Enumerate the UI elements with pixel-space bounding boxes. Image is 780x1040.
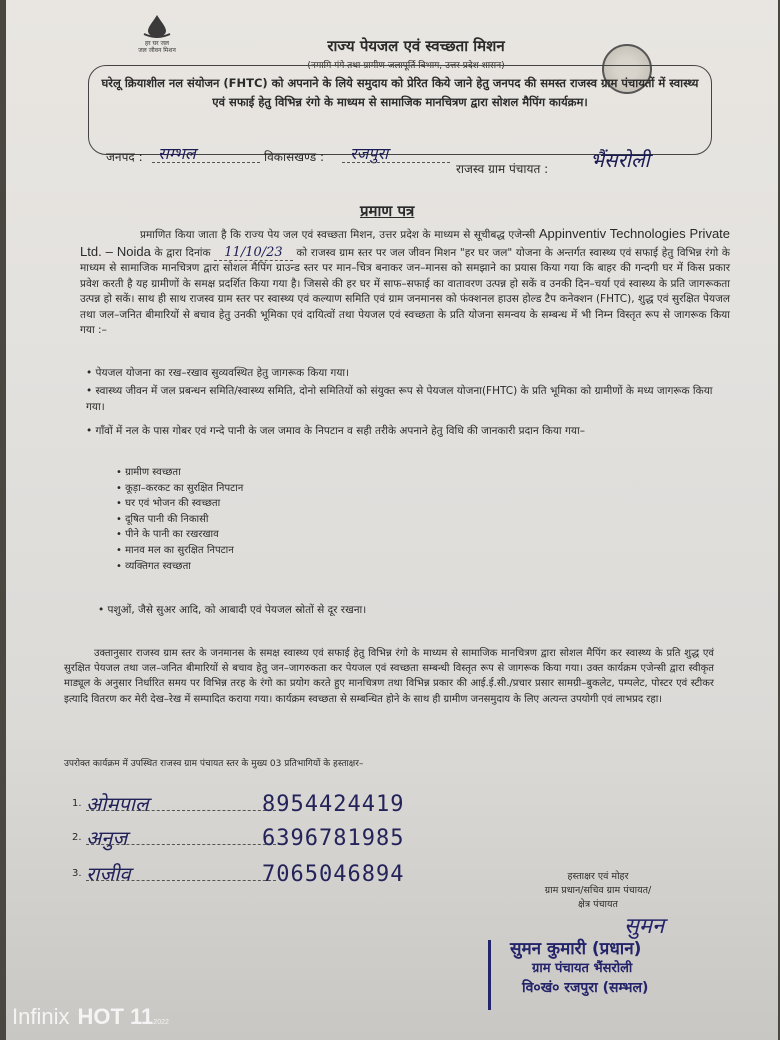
panchayat-label: राजस्व ग्राम पंचायत : [456, 162, 549, 176]
certificate-para-1 [80, 226, 730, 339]
stamp-border [488, 940, 503, 1010]
para1-prefix: प्रमाणित किया जाता है कि राज्य पेय जल एवं स्वच्छता मिशन, उत्तर प्रदेश के माध्यम से सूचीबद्ध एजेन्सी [140, 229, 536, 241]
participant-phone: 6396781985 [262, 826, 405, 851]
certificate-title: प्रमाण पत्र [360, 202, 415, 220]
stamp-line-1: सुमन कुमारी (प्रधान) [510, 939, 642, 959]
watermark-year: 2022 [153, 1019, 169, 1026]
scheme-description-text: घरेलू क्रियाशील नल संयोजन (FHTC) को अपनाने के लिये समुदाय को प्रेरित किये जाने हेतु जनपद की समस्त राजस्व ग्राम पंचायतों में स्वास्थ्य एवं सफाई हेतु विभिन्न रंगो के माध्यम से सामाजिक मानचित्रण द्वारा सोशल मैपिंग कार्यक्रम। [101, 76, 699, 109]
list-item: • घर एवं भोजन की स्वच्छता [116, 496, 243, 512]
stamp-line-3: वि०खं० रजपुरा (सम्भल) [522, 980, 649, 996]
panchayat-value: भैंसरोली [590, 148, 650, 172]
list-item: • कूड़ा–करकट का सुरक्षित निपटान [116, 481, 243, 497]
block-value: रजपुरा [350, 144, 389, 163]
certificate-para-2: उक्तानुसार राजस्व ग्राम स्तर के जनमानस के समक्ष स्वास्थ्य एवं सफाई हेतु विभिन्न रंगो के माध्यम से सामाजिक मानचित्रण द्वारा सोशल मैपिंग कर स्वास्थ्य के प्रति शुद्ध एवं सुरक्षित पेयजल तथा जल–जनित बीमारियों से बचाव हेतु जन–जागरुकता कर पेयजल एवं स्वच्छता सम्बन्धी विस्तृत रूप से जागरूक किया गया। उक्त कार्यक्रम एजेन्सी द्वारा स्वीकृत माड्यूल के अनुसार निर्धारित समय पर विभिन्न तरह के रंगो का प्रयोग करते हुए मानचित्रण तथा विभिन्न प्रकार की आई.ई.सी./प्रचार प्रसार सामग्री–बुकलेट, पम्पलेट, पोस्टर एवं स्टीकर इत्यादि वितरण कर मेरी देख–रेख में सम्पादित कराया गया। कार्यक्रम स्वच्छता से सम्बन्धित होने के साथ ही ग्रामीण जनसमुदाय के लिए अत्यन्त उपयोगी एवं लाभप्रद रहा। [64, 648, 714, 705]
list-item: • पीने के पानी का रखरखाव [116, 527, 243, 543]
district-underline [152, 150, 260, 163]
har-ghar-jal-logo [134, 14, 180, 54]
date-label: के द्वारा दिनांक [154, 246, 211, 259]
water-drop-icon [142, 14, 172, 38]
watermark-brand: Infinix [12, 1004, 70, 1029]
bullet-1: • पेयजल योजना का रख–रखाव सुव्यवस्थित हेतु जागरूक किया गया। [86, 367, 350, 379]
pradhan-signature: सुमन [624, 914, 665, 939]
logo-left-text: हर घर जल [145, 40, 169, 47]
signatory-label: हस्ताक्षर एवं मोहर ग्राम प्रधान/सचिव ग्राम पंचायत/ क्षेत्र पंचायत [544, 871, 652, 910]
district-value: सम्भल [158, 144, 196, 163]
participant-signature: ओमपाल [86, 792, 149, 816]
participant-signature: अनुज [86, 826, 128, 850]
participant-signature: राजीव [86, 862, 131, 886]
block-label: विकासखण्ड : [264, 150, 325, 164]
watermark-model: HOT 11 [77, 1004, 154, 1029]
participants-intro: उपरोक्त कार्यक्रम में उपस्थित राजस्व ग्राम पंचायत स्तर के मुख्य 03 प्रतिभागियों के हस्ताक्षर– [64, 759, 364, 769]
bullet-4: • पशुओं, जैसे सुअर आदि, को आबादी एवं पेयजल स्रोतों से दूर रखना। [98, 604, 367, 616]
participant-phone: 8954424419 [262, 792, 405, 817]
block-underline [342, 150, 450, 163]
program-date: 11/10/23 [214, 245, 292, 261]
logo-left-subtext: जल जीवन मिशन [138, 47, 176, 54]
hygiene-topics-list [116, 465, 243, 574]
list-item: • व्यक्तिगत स्वच्छता [116, 559, 243, 575]
bullet-2: • स्वास्थ्य जीवन में जल प्रबन्धन समिति/स्वास्थ्य समिति, दोनो समितियों को संयुक्त रूप से पेयजल योजना(FHTC) के प्रति भूमिका को ग्रामीणों के मध्य जागरूक किया गया। [86, 385, 713, 413]
bullet-3: • गाँवों में नल के पास गोबर एवं गन्दे पानी के जल जमाव के निपटान व सही तरीके अपनाने हेतु विधि की जानकारी प्रदान किया गया– [86, 425, 585, 437]
header-title: राज्य पेयजल एवं स्वच्छता मिशन [327, 37, 505, 55]
document-page: हर घर जल जल जीवन मिशन राज्य पेयजल एवं स्वच्छता मिशन (नमामि गंगे तथा ग्रामीण जलापूर्ति विभाग, उत्तर प्रदेश शासन) घरेलू क्रियाशील नल संयोजन (FHTC) को अपनाने के लिये समुदाय को प्रेरित किये जाने हेतु जनपद की समस्त राजस्व ग्राम पंचायतों में स्वास्थ्य एवं सफाई हेतु विभिन्न रंगो के माध्यम से सामाजिक मानचित्रण द्वारा सोशल मैपिंग कार्यक्रम। जनपद : सम्भल विकासखण्ड : रजपुरा राजस्व ग्राम पंचायत : भैंसरोली प्रमाण पत्र प्रमाणित किया जाता है कि राज्य पेय जल एवं स्वच्छता मिशन, उत्तर प्रदेश के माध्यम से सूचीबद्ध एजेन्सी Appinventiv Technologies Private Ltd. – Noida के द्वारा दिनांक 11/10/23 को राजस्व ग्राम स्तर पर जल जीवन मिशन "हर घर जल" योजना के अन्तर्गत स्वास्थ्य एवं सफाई हेतु विभिन्न रंगो के माध्यम से सामाजिक मानचित्रण द्वारा सोशल मैपिंग ग्राउन्ड स्तर पर मान–चित्र बनाकर जन–मानस को समझाने का प्रयास किया गया कि बाहर की गन्दगी घर में किस प्रकार प्रवेश करती है यह ग्रामीणों के समक्ष प्रदर्शित किया गया है। जिससे की हर घर में साफ–सफाई का वातावरण उत्पन्न हो सकें व उनकी दिन–चर्या एवं स्वास्थ्य के प्रति जागरूकता उत्पन्न हो सकें। साथ ही साथ राजस्व ग्राम स्तर पर स्वास्थ्य एवं कल्याण समिति एवं ग्राम जनमानस को फंक्शनल हाउस होल्ड टैप कनेक्शन (FHTC), शुद्ध एवं सुरक्षित पेयजल तथा जल–जनित बीमारियों से बचाव हेतु उनकी भूमिका एवं दायित्वों तथा पेयजल एवं स्वच्छता के प्रति योजना समन्वय के सम्बन्ध में भी निम्न विस्तृत रूप से जागरूक किया गया :– • पेयजल योजना का रख–रखाव सुव्यवस्थित हेतु जागरूक किया गया। • स्वास्थ्य जीवन में जल प्रबन्धन समिति/स्वास्थ्य समिति, दोनो समितियों को संयुक्त रूप से पेयजल योजना(FHTC) के प्रति भूमिका को ग्रामीणों के मध्य जागरूक किया गया। • गाँवों में नल के पास गोबर एवं गन्दे पानी के जल जमाव के निपटान व सही तरीके अपनाने हेतु विधि की जानकारी प्रदान किया गया– • ग्रामीण स्वच्छता • कूड़ा–करकट का सुरक्षित निपटान • घर एवं भोजन की स्वच्छता • दूषित पानी की निकासी • पीने के पानी का रखरखाव • मानव मल का सुरक्षित निपटान • व्यक्तिगत स्वच्छता • पशुओं, जैसे सुअर आदि, को आबादी एवं पेयजल स्रोतों से दूर रखना। उक्तानुसार राजस्व ग्राम स्तर के जनमानस के समक्ष स्वास्थ्य एवं सफाई हेतु विभिन्न रंगो के माध्यम से सामाजिक मानचित्रण द्वारा सोशल मैपिंग कर स्वास्थ्य के प्रति शुद्ध एवं सुरक्षित पेयजल तथा जल–जनित बीमारियों से बचाव हेतु जन–जागरुकता कर पेयजल एवं स्वच्छता सम्बन्धी विस्तृत रूप से जागरूक किया गया। उक्त कार्यक्रम एजेन्सी द्वारा स्वीकृत माड्यूल के अनुसार निर्धारित समय पर विभिन्न तरह के रंगो का प्रयोग करते हुए मानचित्रण तथा विभिन्न प्रकार की आई.ई.सी./प्रचार प्रसार सामग्री–बुकलेट, पम्पलेट, पोस्टर एवं स्टीकर इत्यादि वितरण कर मेरी देख–रेख में सम्पादित कराया गया। कार्यक्रम स्वच्छता से सम्बन्धित होने के साथ ही ग्रामीण जनसमुदाय के लिए अत्यन्त उपयोगी एवं लाभप्रद रहा। उपरोक्त कार्यक्रम में उपस्थित राजस्व ग्राम पंचायत स्तर के मुख्य 03 प्रतिभागियों के हस्ताक्षर– 1. ओमपाल 8954424419 2. अनुज 6396781985 3. राजीव 7065046894 हस्ताक्षर एवं मोहर ग्राम प्रधान/सचिव ग्राम पंचायत/ क्षेत्र पंचायत सुमन सुमन कुमारी (प्रधान) ग्राम पंचायत भैंसरोली वि०खं० रजपुरा (सम्भल) [6, 0, 778, 1040]
camera-watermark [12, 1004, 169, 1030]
para1-rest: को राजस्व ग्राम स्तर पर जल जीवन मिशन "हर घर जल" योजना के अन्तर्गत स्वास्थ्य एवं सफाई हेतु विभिन्न रंगो के माध्यम से सामाजिक मानचित्रण द्वारा सोशल मैपिंग ग्राउन्ड स्तर पर मान–चित्र बनाकर जन–मानस को समझाने का प्रयास किया गया कि बाहर की गन्दगी घर में किस प्रकार प्रवेश करती है यह ग्रामीणों के समक्ष प्रदर्शित किया गया है। जिससे की हर घर में साफ–सफाई का वातावरण उत्पन्न हो सकें व उनकी दिन–चर्या एवं स्वास्थ्य के प्रति जागरूकता उत्पन्न हो सकें। साथ ही साथ राजस्व ग्राम स्तर पर स्वास्थ्य एवं कल्याण समिति एवं ग्राम जनमानस को फंक्शनल हाउस होल्ड टैप कनेक्शन (FHTC), शुद्ध एवं सुरक्षित पेयजल तथा जल–जनित बीमारियों से बचाव हेतु उनकी भूमिका एवं दायित्वों तथा पेयजल एवं स्वच्छता के प्रति योजना समन्वय के सम्बन्ध में भी निम्न विस्तृत रूप से जागरूक किया गया :– [80, 246, 730, 336]
agency-name: Appinventiv Technologies Private Ltd. – Noida [80, 226, 731, 259]
pradhan-stamp [488, 914, 778, 1030]
list-item: • दूषित पानी की निकासी [116, 512, 243, 528]
list-item: • ग्रामीण स्वच्छता [116, 465, 243, 481]
stamp-line-2: ग्राम पंचायत भैंसरोली [532, 961, 633, 976]
list-item: • मानव मल का सुरक्षित निपटान [116, 543, 243, 559]
header-subtitle: (नमामि गंगे तथा ग्रामीण जलापूर्ति विभाग, उत्तर प्रदेश शासन) [307, 61, 505, 71]
participant-phone: 7065046894 [262, 862, 405, 887]
district-label: जनपद : [106, 150, 143, 164]
